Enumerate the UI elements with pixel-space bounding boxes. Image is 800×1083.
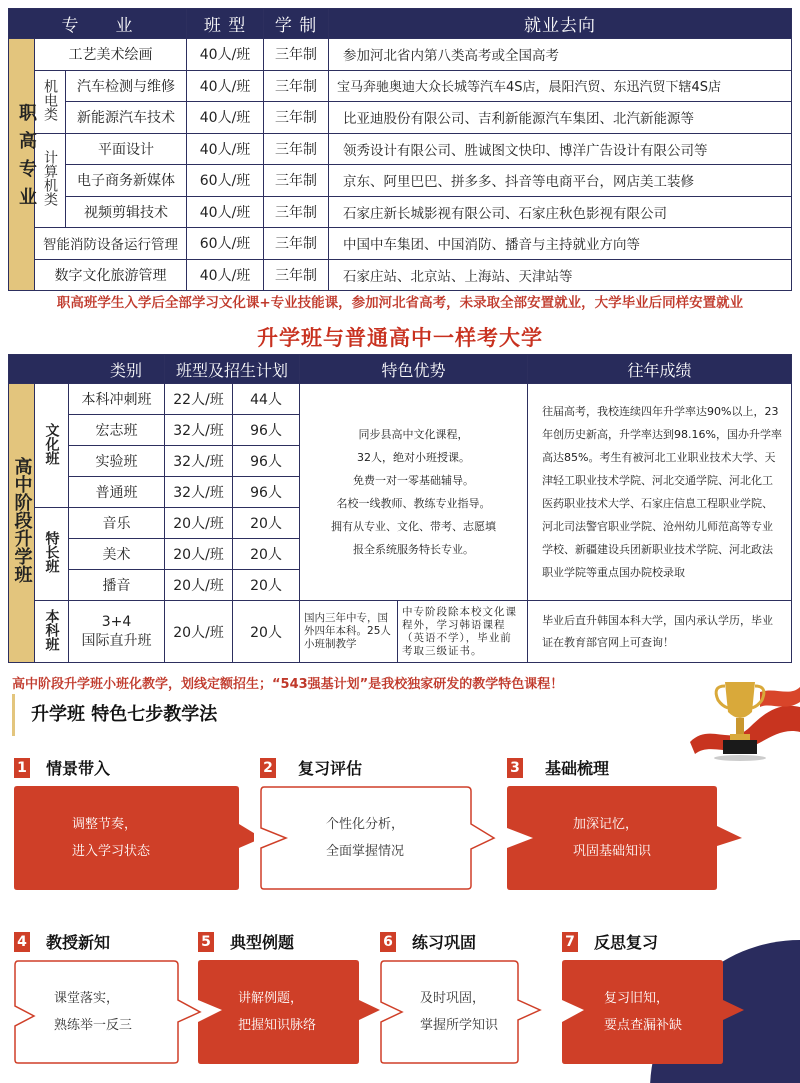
vocational-note: 职高班学生入学后全部学习文化课+专业技能课，参加河北省高考，未录取全部安置就业，大学毕业后同样安置就业 <box>56 295 744 311</box>
header-features: 特色优势 <box>300 355 528 384</box>
jobs: 参加河北省内第八类高考或全国高考 <box>329 39 792 71</box>
major-name: 电子商务新媒体 <box>66 165 187 197</box>
class-size: 20人/班 <box>165 601 233 663</box>
step-label: 教授新知 <box>46 933 111 952</box>
enroll-plan: 20人 <box>233 508 300 539</box>
step-2-box: 个性化分析， 全面掌握情况 <box>260 786 500 890</box>
class-size: 22人/班 <box>165 384 233 415</box>
years: 三年制 <box>264 39 329 71</box>
class-size: 60人/班 <box>187 165 264 197</box>
class-size: 32人/班 <box>165 446 233 477</box>
step-3-box: 加深记忆， 巩固基础知识 <box>507 786 747 890</box>
results-cell: 往届高考，我校连续四年升学率达90%以上，23年创历史新高，升学率达到98.16%，国办升学率高达85%。考生有被河北工业职业技术大学、天津轻工职业技术学院、河北交通学院、河北化工医药职业技术大学、石家庄信息工程职业学院、河北司法警官职业学院、沧州幼儿师范高等专业学校、新疆建设兵团新职业技术学院、河北政法职业学院等重点国办院校录取 <box>528 384 792 601</box>
header-category: 类别 <box>9 355 165 384</box>
table-row <box>9 196 792 228</box>
bachelor-result: 毕业后直升韩国本科大学，国内承认学历，毕业证在教育部官网上可查询！ <box>528 601 792 663</box>
step-label: 基础梳理 <box>545 759 610 778</box>
trophy-image <box>690 672 800 762</box>
bachelor-feature-b: 中专阶段除本校文化课程外，学习韩语课程（英语不学），毕业前考取三级证书。 <box>398 601 528 663</box>
table-row <box>9 601 792 663</box>
class-size: 40人/班 <box>187 196 264 228</box>
step-number-badge: 2 <box>260 758 276 778</box>
table-row <box>9 102 792 134</box>
years: 三年制 <box>264 102 329 134</box>
step-4-box: 课堂落实， 熟练举一反三 <box>14 960 204 1064</box>
step-7-box: 复习旧知， 要点查漏补缺 <box>562 960 762 1064</box>
years: 三年制 <box>264 228 329 260</box>
table-header-row <box>9 355 792 384</box>
class-size: 40人/班 <box>187 102 264 134</box>
class-size: 32人/班 <box>165 415 233 446</box>
years: 三年制 <box>264 133 329 165</box>
group-mech: 机电类 <box>35 70 66 133</box>
major-name: 视频剪辑技术 <box>66 196 187 228</box>
table-header-row <box>9 9 792 39</box>
header-years: 学 制 <box>264 9 329 39</box>
table-row <box>9 259 792 291</box>
section-title-academic: 升学班与普通高中一样考大学 <box>257 326 543 350</box>
step-1-header <box>14 756 110 779</box>
step-label: 典型例题 <box>230 933 295 952</box>
step-number-badge: 1 <box>14 758 30 778</box>
academic-classes-table <box>8 354 792 663</box>
header-size-plan: 班型及招生计划 <box>165 355 300 384</box>
jobs: 石家庄新长城影视有限公司、石家庄秋色影视有限公司 <box>329 196 792 228</box>
header-results: 往年成绩 <box>528 355 792 384</box>
table-row <box>9 384 792 415</box>
step-5-box: 讲解例题， 把握知识脉络 <box>198 960 388 1064</box>
major-name: 汽车检测与维修 <box>66 70 187 102</box>
class-size: 40人/班 <box>187 259 264 291</box>
step-1-box: 调整节奏， 进入学习状态 <box>14 786 254 890</box>
years: 三年制 <box>264 165 329 197</box>
steps-section-title: 升学班 特色七步教学法 <box>12 694 217 736</box>
step-6-header <box>380 930 476 953</box>
jobs: 宝马奔驰奥迪大众长城等汽车4S店，晨阳汽贸、东迅汽贸下辖4S店 <box>329 70 792 102</box>
step-number-badge: 7 <box>562 932 578 952</box>
table-row <box>9 165 792 197</box>
vocational-majors-table <box>8 8 792 291</box>
table-row <box>9 39 792 71</box>
step-number-badge: 6 <box>380 932 396 952</box>
major-name: 平面设计 <box>66 133 187 165</box>
step-5-header <box>198 930 294 953</box>
bachelor-feature-a: 国内三年中专，国外四年本科。25人小班制教学 <box>300 601 398 663</box>
class-size: 40人/班 <box>187 70 264 102</box>
table-row <box>9 70 792 102</box>
years: 三年制 <box>264 196 329 228</box>
jobs: 中国中车集团、中国消防、播音与主持就业方向等 <box>329 228 792 260</box>
step-label: 练习巩固 <box>412 933 477 952</box>
enroll-plan: 20人 <box>233 570 300 601</box>
header-major: 专 业 <box>9 9 187 39</box>
class-name: 实验班 <box>69 446 165 477</box>
class-name: 宏志班 <box>69 415 165 446</box>
years: 三年制 <box>264 259 329 291</box>
class-name: 本科冲刺班 <box>69 384 165 415</box>
academic-note: 高中阶段升学班小班化教学，划线定额招生；“543强基计划”是我校独家研发的教学特色课程！ <box>12 677 564 692</box>
enroll-plan: 96人 <box>233 477 300 508</box>
class-size: 20人/班 <box>165 570 233 601</box>
enroll-plan: 96人 <box>233 415 300 446</box>
table-row <box>9 133 792 165</box>
enroll-plan: 44人 <box>233 384 300 415</box>
step-6-box: 及时巩固， 掌握所学知识 <box>380 960 570 1064</box>
step-number-badge: 3 <box>507 758 523 778</box>
features-cell: 同步县高中文化课程， 32人，绝对小班授课。 免费一对一零基础辅导。 名校一线教师、教练专业指导。 拥有从专业、文化、带考、志愿填 报全系统服务特长专业。 <box>300 384 528 601</box>
side-label-vocational: 职高专业 <box>9 39 35 291</box>
class-name: 音乐 <box>69 508 165 539</box>
side-label-academic: 高中阶段升学班 <box>9 384 35 663</box>
jobs: 京东、阿里巴巴、拼多多、抖音等电商平台，网店美工装修 <box>329 165 792 197</box>
step-7-header <box>562 930 658 953</box>
step-number-badge: 4 <box>14 932 30 952</box>
step-number-badge: 5 <box>198 932 214 952</box>
step-label: 反思复习 <box>594 933 659 952</box>
class-name: 美术 <box>69 539 165 570</box>
class-size: 40人/班 <box>187 39 264 71</box>
group-culture: 文化班 <box>35 384 69 508</box>
jobs: 石家庄站、北京站、上海站、天津站等 <box>329 259 792 291</box>
step-2-header <box>260 756 362 779</box>
group-special: 特长班 <box>35 508 69 601</box>
jobs: 领秀设计有限公司、胜诚图文快印、博洋广告设计有限公司等 <box>329 133 792 165</box>
major-name: 新能源汽车技术 <box>66 102 187 134</box>
jobs: 比亚迪股份有限公司、吉利新能源汽车集团、北汽新能源等 <box>329 102 792 134</box>
group-computer: 计算机类 <box>35 133 66 228</box>
step-label: 情景带入 <box>46 759 111 778</box>
step-label: 复习评估 <box>298 759 363 778</box>
class-name: 播音 <box>69 570 165 601</box>
class-name: 3+4 国际直升班 <box>69 601 165 663</box>
class-size: 32人/班 <box>165 477 233 508</box>
step-3-header <box>507 756 609 779</box>
group-bachelor: 本科班 <box>35 601 69 663</box>
class-size: 20人/班 <box>165 508 233 539</box>
class-size: 20人/班 <box>165 539 233 570</box>
header-jobs: 就业去向 <box>329 9 792 39</box>
header-class-size: 班 型 <box>187 9 264 39</box>
class-name: 普通班 <box>69 477 165 508</box>
enroll-plan: 96人 <box>233 446 300 477</box>
major-name: 数字文化旅游管理 <box>35 259 187 291</box>
major-name: 智能消防设备运行管理 <box>35 228 187 260</box>
enroll-plan: 20人 <box>233 601 300 663</box>
major-name: 工艺美术绘画 <box>35 39 187 71</box>
years: 三年制 <box>264 70 329 102</box>
enroll-plan: 20人 <box>233 539 300 570</box>
class-size: 40人/班 <box>187 133 264 165</box>
table-row <box>9 228 792 260</box>
class-size: 60人/班 <box>187 228 264 260</box>
step-4-header <box>14 930 110 953</box>
